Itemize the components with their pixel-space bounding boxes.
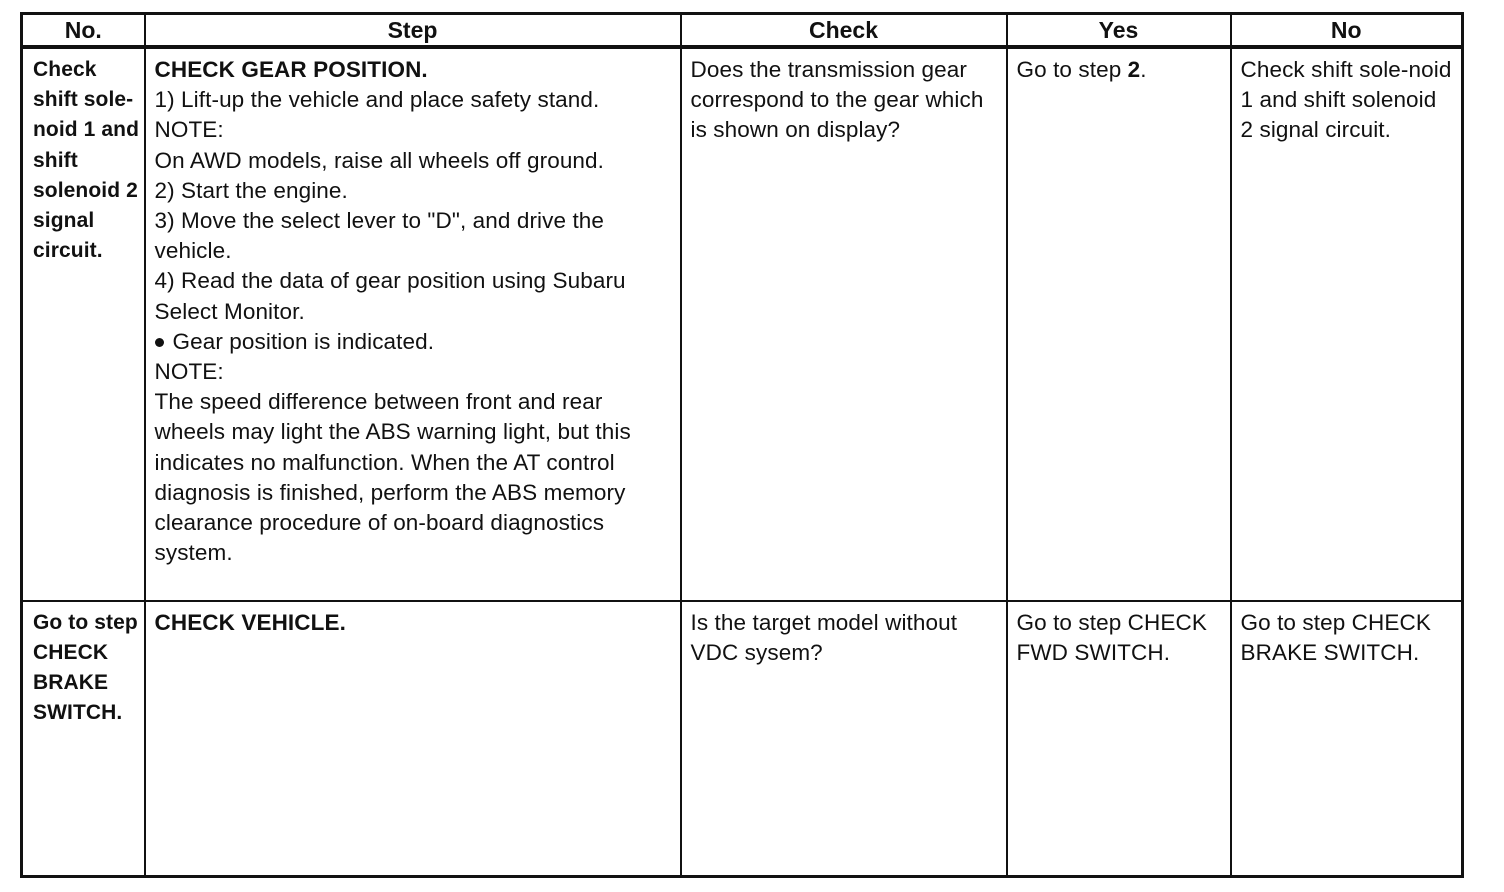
header-yes: Yes [1007,14,1231,48]
no-text: Go to step CHECK BRAKE SWITCH. [1240,609,1431,665]
table-row [22,47,1463,601]
step-number-cell [22,47,145,601]
bullet-icon [155,338,164,347]
note-label: NOTE: [154,359,224,385]
header-no: No. [22,14,145,48]
check-cell [681,47,1007,601]
table-row [22,601,1463,877]
bullet-text: Gear position is indicated. [172,328,435,354]
check-text: Does the transmission gear correspond to the gear which is shown on display? [690,57,984,143]
check-text: Is the target model without VDC sysem? [690,609,958,665]
yes-cell [1007,47,1231,601]
step-cell [145,601,681,877]
no-cell [1231,601,1463,877]
yes-step-number: 2 [1127,57,1141,82]
step-line: 2) Start the engine. [154,177,348,203]
step-cell [145,47,681,601]
step-number: Go to step CHECK BRAKE SWITCH. [33,610,138,725]
yes-text: Go to step CHECK FWD SWITCH. [1016,609,1207,665]
step-line: 1) Lift-up the vehicle and place safety stand. [154,87,600,113]
no-cell [1231,47,1463,601]
check-cell [681,601,1007,877]
no-text: Check shift sole-noid 1 and shift solenoid 2 signal circuit. [1240,57,1452,143]
bullet-item [155,327,674,357]
yes-suffix: . [1140,57,1147,82]
header-row [22,14,1463,48]
header-step: Step [145,14,681,48]
yes-text [1008,49,1230,85]
yes-prefix: Go to step [1016,57,1128,82]
step-number: Check shift sole-noid 1 and shift solenoid 2 signal circuit. [33,58,139,263]
step-title: CHECK VEHICLE. [154,609,346,635]
step-line: 4) Read the data of gear position using Subaru Select Monitor. [154,268,633,324]
diagnostic-table [20,12,1464,878]
yes-cell [1007,601,1231,877]
step-number-cell [22,601,145,877]
step-line: On AWD models, raise all wheels off ground. [154,147,605,173]
note-label: NOTE: [154,117,224,143]
header-check: Check [681,14,1007,48]
step-title: CHECK GEAR POSITION. [154,57,428,82]
note-text: The speed difference between front and rear wheels may light the ABS warning light, but this indicates no malfunction. When the AT control diagnosis is finished, perform the ABS memory clearance procedure of on-board diagnostics system. [154,389,638,566]
step-line: 3) Move the select lever to "D", and drive the vehicle. [154,208,611,264]
header-no-result: No [1231,14,1463,48]
